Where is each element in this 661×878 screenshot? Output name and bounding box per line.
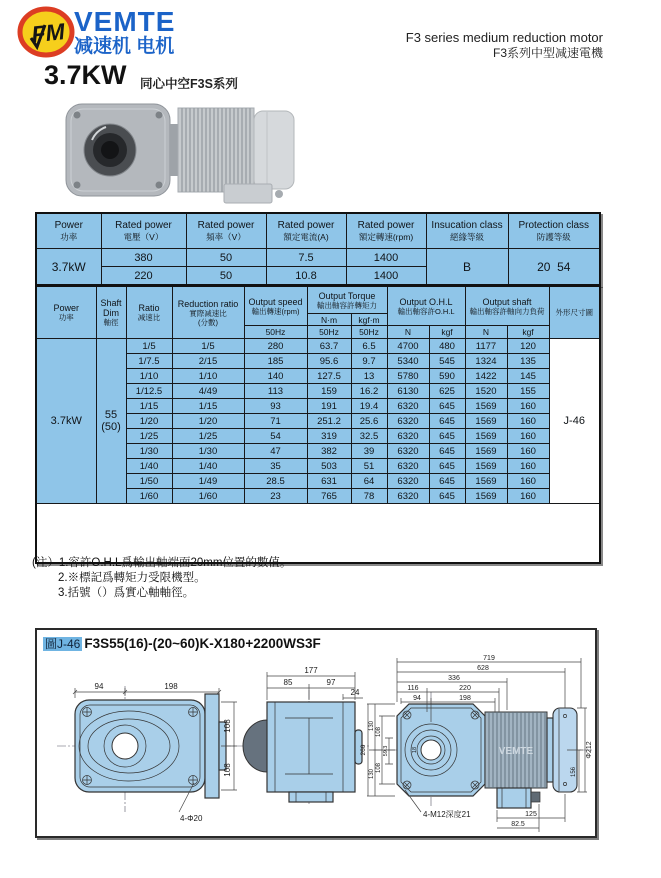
shaft-dim-value: 55 <box>104 409 118 421</box>
table2-cell: 645 <box>429 489 465 504</box>
table2-cell: 1324 <box>465 354 507 369</box>
table2-cell: 160 <box>507 459 549 474</box>
dim-198: 198 <box>459 695 471 702</box>
table2-cell: 6320 <box>387 489 429 504</box>
col-current: Rated power 額定電流(A) <box>266 213 346 249</box>
dim-24: 24 <box>350 688 360 697</box>
table2-cell: 1/50 <box>126 474 172 489</box>
label-4-m12: 4-M12深度21 <box>423 810 471 819</box>
table2-cell: 1/15 <box>172 399 244 414</box>
cell: 50 <box>186 249 266 267</box>
cell: 10.8 <box>266 267 346 286</box>
dimension-drawing-box <box>35 628 597 838</box>
cell: 7.5 <box>266 249 346 267</box>
specs-header-row1 <box>36 286 600 314</box>
col-frequency: Rated power 頻率（V） <box>186 213 266 249</box>
table2-cell: 95.6 <box>307 354 351 369</box>
table2-cell: 159 <box>307 384 351 399</box>
table2-cell: 1/60 <box>126 489 172 504</box>
table2-cell: 32.5 <box>351 429 387 444</box>
table2-cell: 382 <box>307 444 351 459</box>
unit-50hz: 50Hz <box>244 326 307 339</box>
col-output-torque: Output Torque 輸出軸容許轉矩力 <box>307 286 387 314</box>
dim-628: 628 <box>477 665 489 672</box>
table2-cell: 155 <box>507 384 549 399</box>
unit-kgfm: kgf·m <box>351 314 387 326</box>
table2-cell: 1/15 <box>126 399 172 414</box>
table2-cell: 1422 <box>465 369 507 384</box>
dim-198: 198 <box>164 682 178 691</box>
table2-cell: 1569 <box>465 444 507 459</box>
brand-name: VEMTE <box>74 6 176 37</box>
dim-177: 177 <box>304 666 318 675</box>
table2-cell: 191 <box>307 399 351 414</box>
table2-cell: 480 <box>429 339 465 354</box>
note-line: (注）1.容許O.H.L爲輸出軸端面20mm位置的數值。 <box>32 557 292 569</box>
table2-cell: 64 <box>351 474 387 489</box>
dim-336: 336 <box>448 675 460 682</box>
specs-table <box>35 285 601 564</box>
unit-n: N <box>465 326 507 339</box>
brand-subtitle: 减速机 电机 <box>74 36 175 57</box>
table2-row <box>36 339 600 354</box>
table2-cell: 47 <box>244 444 307 459</box>
col-shaft-dim: Shaft Dim 軸徑 <box>96 286 126 339</box>
table2-cell: 140 <box>244 369 307 384</box>
dim-94: 94 <box>413 695 421 702</box>
col-insulation: Insucation class 絕緣等級 <box>426 213 508 249</box>
front-view <box>57 682 245 823</box>
table2-cell: 160 <box>507 414 549 429</box>
unit-n: N <box>387 326 429 339</box>
table2-cell: 1/30 <box>126 444 172 459</box>
table2-cell: 51 <box>351 459 387 474</box>
dim-18: 18 <box>412 746 418 754</box>
doc-title-zh: F3系列中型减速電機 <box>492 46 603 61</box>
filler-row <box>36 504 600 564</box>
table2-cell: 1569 <box>465 399 507 414</box>
table2-cell: 6320 <box>387 459 429 474</box>
cell: 380 <box>101 249 186 267</box>
photo-terminal-box <box>224 184 272 203</box>
table2-cell: 1/49 <box>172 474 244 489</box>
col-reduction-ratio: Reduction ratio 實際减速比 (分數) <box>172 286 244 339</box>
protection-class: 20 54 <box>508 249 600 286</box>
cell: 50 <box>186 267 266 286</box>
table2-cell: 160 <box>507 399 549 414</box>
table2-cell: 645 <box>429 459 465 474</box>
top-view <box>360 655 593 832</box>
dim-108-bottom: 108 <box>376 762 382 774</box>
drawing-ref-badge: 圖J-46 <box>45 637 81 651</box>
table2-cell: 645 <box>429 474 465 489</box>
table2-cell: 645 <box>429 429 465 444</box>
table2-cell: 1/5 <box>126 339 172 354</box>
table2-cell: 6130 <box>387 384 429 399</box>
dim-260: 260 <box>360 744 367 756</box>
col-voltage: Rated power 電壓（V） <box>101 213 186 249</box>
table2-cell: 13 <box>351 369 387 384</box>
table2-cell: 1569 <box>465 474 507 489</box>
col-output-ohl: Output O.H.L 輸出軸容許O.H.L <box>387 286 465 326</box>
unit-50hz: 50Hz <box>351 326 387 339</box>
table2-cell: 1/60 <box>172 489 244 504</box>
shaft-dim-paren: (50) <box>101 421 121 433</box>
table2-cell: 765 <box>307 489 351 504</box>
dim-130-top: 130 <box>369 720 375 732</box>
table2-cell: 28.5 <box>244 474 307 489</box>
unit-kgf: kgf <box>507 326 549 339</box>
table2-cell: 1/20 <box>172 414 244 429</box>
table2-cell: 1569 <box>465 429 507 444</box>
col-protection: Protection class 防護等級 <box>508 213 600 249</box>
table2-cell: 78 <box>351 489 387 504</box>
shaft-dim-cell <box>96 339 126 504</box>
col-dimension-drawing: 外形尺寸圖 <box>549 286 600 339</box>
table2-cell: 120 <box>507 339 549 354</box>
col-ratio: Ratio 减速比 <box>126 286 172 339</box>
table2-cell: 1/10 <box>126 369 172 384</box>
brand-block <box>74 8 175 56</box>
table2-cell: 645 <box>429 399 465 414</box>
dim-97: 97 <box>326 678 336 687</box>
table2-cell: 645 <box>429 444 465 459</box>
col-speed: Rated power 額定轉速(rpm) <box>346 213 426 249</box>
table2-cell: 145 <box>507 369 549 384</box>
ratings-header-row <box>36 213 600 249</box>
table2-cell: 6320 <box>387 414 429 429</box>
ratings-row <box>36 249 600 267</box>
table2-cell: 1/30 <box>172 444 244 459</box>
cell: 1400 <box>346 267 426 286</box>
dim-108-bottom: 108 <box>223 763 232 777</box>
doc-title <box>406 30 603 61</box>
table2-cell: 160 <box>507 444 549 459</box>
table2-cell: 39 <box>351 444 387 459</box>
table2-cell: 1177 <box>465 339 507 354</box>
table2-cell: 631 <box>307 474 351 489</box>
filler-cell <box>36 504 600 564</box>
table2-cell: 1569 <box>465 459 507 474</box>
dim-59-3: 59.3 <box>383 745 389 757</box>
table2-cell: 1/25 <box>172 429 244 444</box>
dim-116: 116 <box>407 685 419 692</box>
table2-cell: 1/12.5 <box>126 384 172 399</box>
table2-cell: 1/7.5 <box>126 354 172 369</box>
drawing-title <box>43 635 321 652</box>
logo-monogram: FM <box>30 18 66 48</box>
dim-82-5: 82.5 <box>511 821 525 828</box>
table2-cell: 1569 <box>465 489 507 504</box>
insulation-class: B <box>426 249 508 286</box>
col-output-speed: Output speed 輸出轉速(rpm) <box>244 286 307 326</box>
table2-cell: 54 <box>244 429 307 444</box>
table2-cell: 23 <box>244 489 307 504</box>
table2-cell: 1/10 <box>172 369 244 384</box>
table2-cell: 160 <box>507 489 549 504</box>
dim-156: 156 <box>571 766 577 778</box>
table2-cell: 160 <box>507 474 549 489</box>
motor-brand-text: VEMTE <box>498 746 534 757</box>
doc-title-en: F3 series medium reduction motor <box>405 30 603 45</box>
notes-block <box>32 556 291 601</box>
table2-cell: 4/49 <box>172 384 244 399</box>
dim-719: 719 <box>483 655 495 662</box>
table2-cell: 319 <box>307 429 351 444</box>
table2-cell: 25.6 <box>351 414 387 429</box>
unit-50hz: 50Hz <box>307 326 351 339</box>
ratings-table <box>35 212 601 286</box>
table2-cell: 127.5 <box>307 369 351 384</box>
note-line: 2.※標記爲轉矩力受限機型。 <box>58 572 206 584</box>
unit-kgf: kgf <box>429 326 465 339</box>
table2-cell: 1520 <box>465 384 507 399</box>
table2-cell: 2/15 <box>172 354 244 369</box>
dim-125: 125 <box>525 811 537 818</box>
drawing-model-code: F3S55(16)-(20~60)K-X180+2200WS3F <box>84 636 321 651</box>
table2-cell: 1/40 <box>126 459 172 474</box>
col-power: Power 功率 <box>36 286 96 339</box>
power-rating-title: 3.7KW <box>44 60 127 90</box>
table2-cell: 5340 <box>387 354 429 369</box>
table2-cell: 5780 <box>387 369 429 384</box>
table2-cell: 251.2 <box>307 414 351 429</box>
side-view <box>243 666 369 806</box>
technical-drawing <box>37 652 593 834</box>
label-4-phi20: 4-Φ20 <box>180 814 203 823</box>
cell: 1400 <box>346 249 426 267</box>
table2-cell: 6320 <box>387 429 429 444</box>
table2-cell: 503 <box>307 459 351 474</box>
series-label: 同心中空F3S系列 <box>140 77 238 91</box>
product-photo <box>60 96 300 206</box>
table2-cell: 6320 <box>387 399 429 414</box>
note-line: 3.括號（）爲實心軸軸徑。 <box>58 587 195 599</box>
unit-nm: N·m <box>307 314 351 326</box>
dim-108-top: 108 <box>223 719 232 733</box>
table2-cell: 545 <box>429 354 465 369</box>
table2-cell: 1/5 <box>172 339 244 354</box>
dim-phi212: Φ212 <box>586 741 593 759</box>
table2-cell: 63.7 <box>307 339 351 354</box>
table2-cell: 1/25 <box>126 429 172 444</box>
table2-cell: 4700 <box>387 339 429 354</box>
table2-cell: 185 <box>244 354 307 369</box>
table2-cell: 113 <box>244 384 307 399</box>
table2-cell: 9.7 <box>351 354 387 369</box>
table2-cell: 160 <box>507 429 549 444</box>
col-output-shaft: Output shaft 輸出軸容許軸向力負荷 <box>465 286 549 326</box>
table2-cell: 6.5 <box>351 339 387 354</box>
dim-220: 220 <box>459 685 471 692</box>
drawing-ref-cell: J-46 <box>549 339 600 504</box>
table2-cell: 6320 <box>387 444 429 459</box>
dim-85: 85 <box>283 678 293 687</box>
table2-cell: 135 <box>507 354 549 369</box>
power-value: 3.7kW <box>36 249 101 286</box>
table2-cell: 6320 <box>387 474 429 489</box>
table2-cell: 625 <box>429 384 465 399</box>
brand-logo <box>16 6 76 58</box>
table2-cell: 645 <box>429 414 465 429</box>
table2-cell: 280 <box>244 339 307 354</box>
dim-94: 94 <box>94 682 104 691</box>
photo-endcap <box>254 111 294 189</box>
table2-cell: 1/20 <box>126 414 172 429</box>
table2-cell: 16.2 <box>351 384 387 399</box>
dim-108-top: 108 <box>376 726 382 738</box>
table2-cell: 1/40 <box>172 459 244 474</box>
table2-cell: 93 <box>244 399 307 414</box>
col-power: Power 功率 <box>36 213 101 249</box>
table2-cell: 71 <box>244 414 307 429</box>
table2-cell: 35 <box>244 459 307 474</box>
cell: 220 <box>101 267 186 286</box>
power-value-cell: 3.7kW <box>36 339 96 504</box>
table2-cell: 19.4 <box>351 399 387 414</box>
dim-130-bottom: 130 <box>369 768 375 780</box>
table2-cell: 1569 <box>465 414 507 429</box>
table2-cell: 590 <box>429 369 465 384</box>
